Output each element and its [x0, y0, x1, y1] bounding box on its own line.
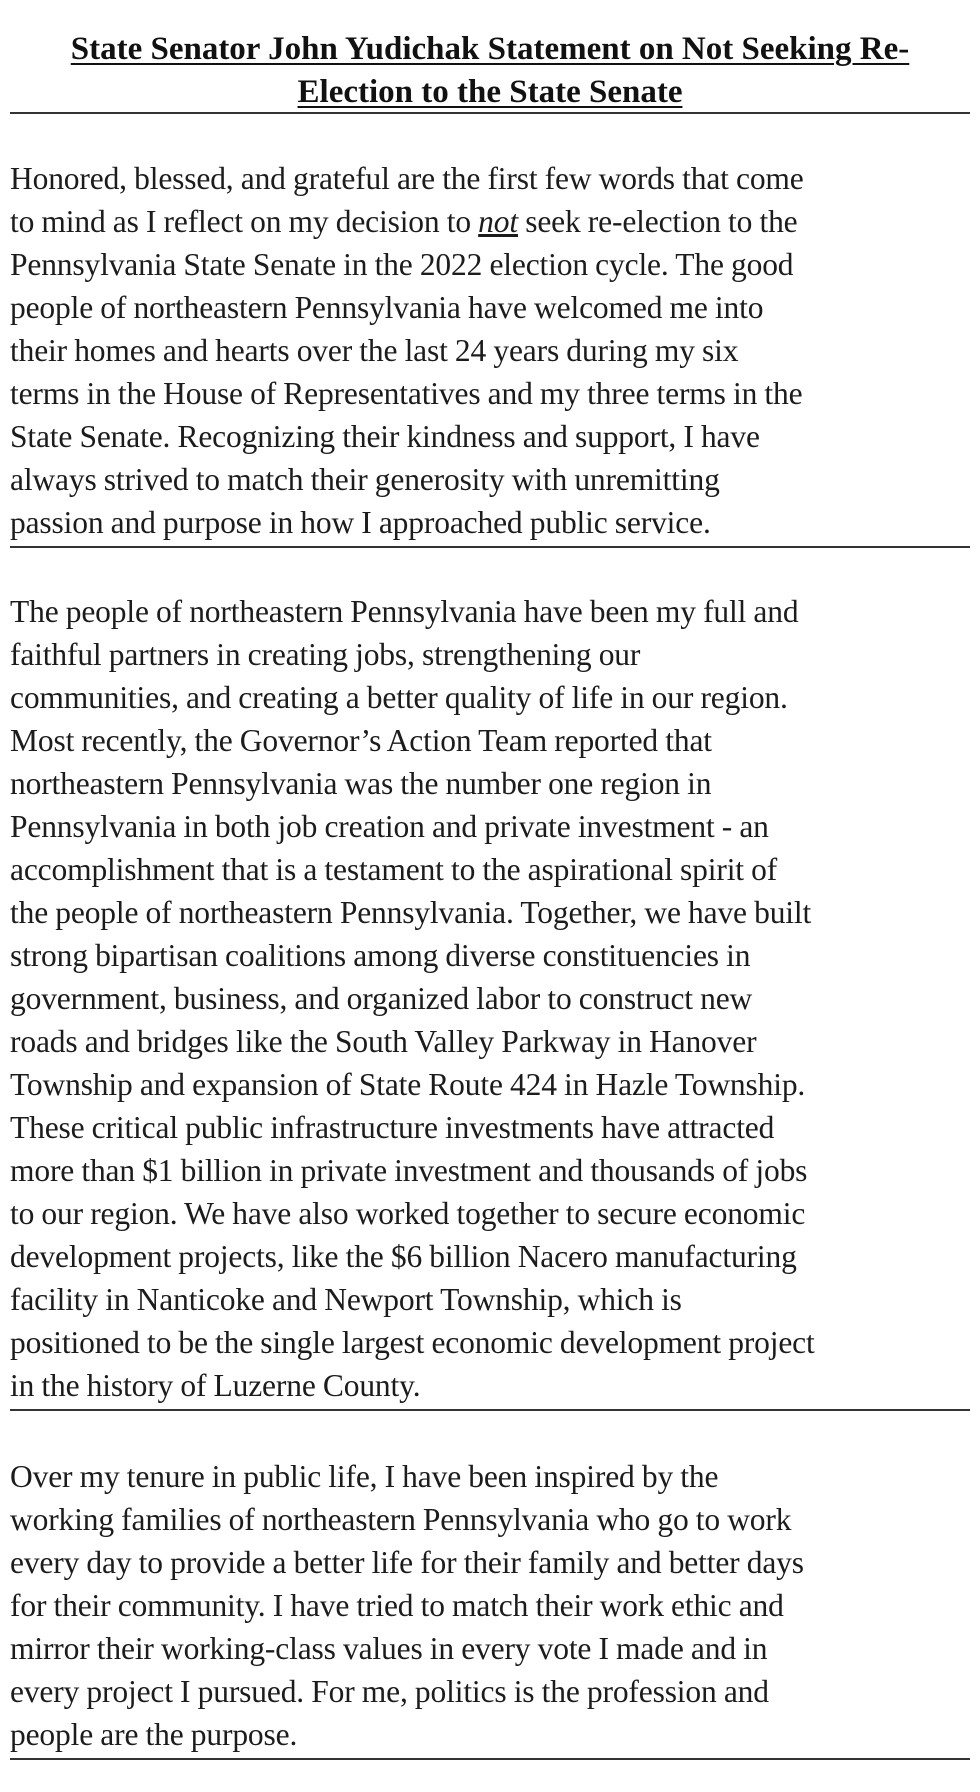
paragraph-line: strong bipartisan coalitions among diverse constituencies in — [10, 938, 751, 973]
paragraph-line: people are the purpose. — [10, 1717, 298, 1752]
paragraph-divider — [10, 1409, 970, 1411]
paragraph-line: every project I pursued. For me, politics is the profession and — [10, 1674, 769, 1709]
paragraph-line: Township and expansion of State Route 424 in Hazle Township. — [10, 1067, 806, 1102]
paragraph-line — [10, 200, 975, 243]
statement-title — [10, 28, 970, 114]
paragraph-line: faithful partners in creating jobs, strengthening our — [10, 637, 641, 672]
paragraph-line: for their community. I have tried to match their work ethic and — [10, 1588, 784, 1623]
paragraph-line: roads and bridges like the South Valley Parkway in Hanover — [10, 1024, 757, 1059]
paragraph-line: development projects, like the $6 billion Nacero manufacturing — [10, 1239, 797, 1274]
paragraph-line: northeastern Pennsylvania was the number one region in — [10, 766, 712, 801]
paragraph-line: Over my tenure in public life, I have been inspired by the — [10, 1459, 719, 1494]
paragraph-line: The people of northeastern Pennsylvania have been my full and — [10, 594, 799, 629]
title-line-2: Election to the State Senate — [297, 74, 683, 110]
title-divider — [10, 112, 970, 114]
paragraph-line: mirror their working-class values in every vote I made and in — [10, 1631, 768, 1666]
paragraph-line: Pennsylvania State Senate in the 2022 election cycle. The good — [10, 247, 794, 282]
paragraph-3 — [10, 1455, 975, 1756]
paragraph-line: the people of northeastern Pennsylvania. Together, we have built — [10, 895, 812, 930]
paragraph-line: government, business, and organized labor to construct new — [10, 981, 753, 1016]
paragraph-line: more than $1 billion in private investment and thousands of jobs — [10, 1153, 808, 1188]
paragraph-line-part: to mind as I reflect on my decision to — [10, 204, 479, 239]
paragraph-line: in the history of Luzerne County. — [10, 1368, 421, 1403]
paragraph-2 — [10, 590, 975, 1407]
paragraph-line: always strived to match their generosity with unremitting — [10, 462, 720, 497]
emphasized-word: not — [478, 204, 518, 239]
paragraph-line: every day to provide a better life for their family and better days — [10, 1545, 804, 1580]
paragraph-line: Most recently, the Governor’s Action Team reported that — [10, 723, 712, 758]
paragraph-line: facility in Nanticoke and Newport Township, which is — [10, 1282, 682, 1317]
paragraph-line: These critical public infrastructure investments have attracted — [10, 1110, 775, 1145]
paragraph-line: Honored, blessed, and grateful are the first few words that come — [10, 161, 804, 196]
paragraph-line: to our region. We have also worked together to secure economic — [10, 1196, 806, 1231]
paragraph-line: their homes and hearts over the last 24 years during my six — [10, 333, 739, 368]
paragraph-line: communities, and creating a better quality of life in our region. — [10, 680, 788, 715]
title-line-1: State Senator John Yudichak Statement on Not Seeking Re- — [70, 31, 910, 67]
paragraph-line: positioned to be the single largest economic development project — [10, 1325, 815, 1360]
paragraph-line: accomplishment that is a testament to the aspirational spirit of — [10, 852, 778, 887]
paragraph-line: people of northeastern Pennsylvania have welcomed me into — [10, 290, 764, 325]
paragraph-divider — [10, 546, 970, 548]
paragraph-1 — [10, 157, 975, 544]
paragraph-line: terms in the House of Representatives and my three terms in the — [10, 376, 803, 411]
paragraph-divider — [10, 1758, 970, 1760]
paragraph-line: passion and purpose in how I approached public service. — [10, 505, 711, 540]
paragraph-line: working families of northeastern Pennsylvania who go to work — [10, 1502, 792, 1537]
paragraph-line: Pennsylvania in both job creation and private investment - an — [10, 809, 769, 844]
paragraph-line-part: seek re-election to the — [517, 204, 798, 239]
paragraph-line: State Senate. Recognizing their kindness and support, I have — [10, 419, 760, 454]
